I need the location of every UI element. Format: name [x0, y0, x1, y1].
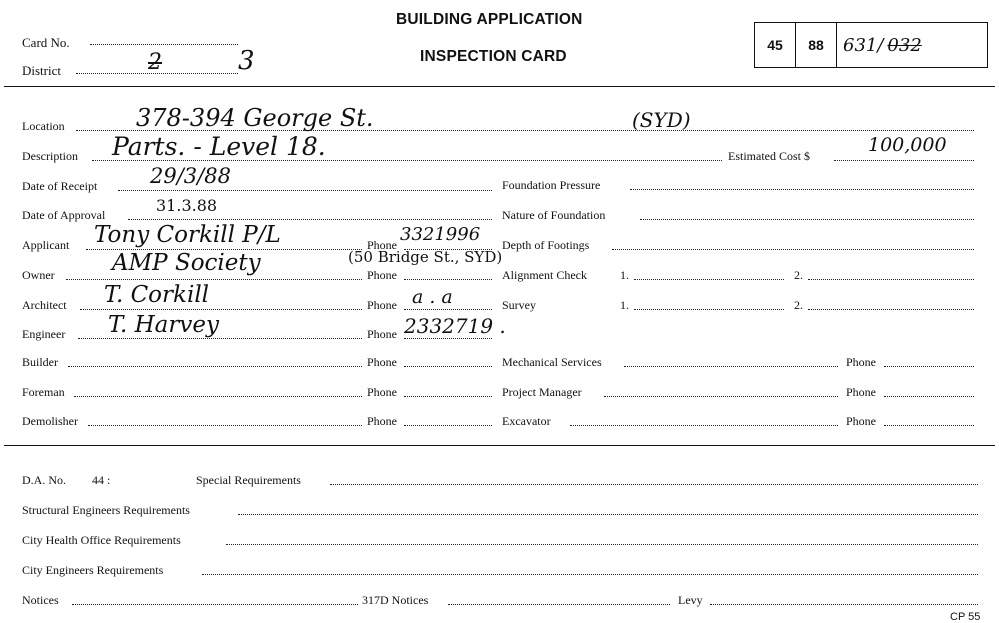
date-approval-value: 31.3.88 — [156, 196, 218, 215]
nature-foundation-line — [640, 219, 974, 220]
builder-label: Builder — [22, 355, 58, 369]
estimated-cost-label: Estimated Cost $ — [728, 149, 810, 163]
health-requirements-label: City Health Office Requirements — [22, 533, 181, 547]
special-requirements-label: Special Requirements — [196, 473, 301, 487]
foundation-pressure-label: Foundation Pressure — [502, 178, 601, 192]
date-receipt-label: Date of Receipt — [22, 179, 98, 193]
foundation-pressure-line — [630, 189, 974, 190]
project-manager-line — [604, 396, 838, 397]
depth-footings-line — [612, 249, 974, 250]
card-title: BUILDING APPLICATION — [396, 11, 583, 28]
survey-line-2 — [808, 309, 974, 310]
levy-line — [710, 604, 978, 605]
district-label: District — [22, 63, 61, 78]
applicant-value: Tony Corkill P/L — [94, 222, 281, 248]
location-note: (SYD) — [632, 108, 691, 132]
mechanical-line — [624, 366, 838, 367]
owner-phone-label: Phone — [367, 268, 397, 282]
project-manager-phone-line — [884, 396, 974, 397]
owner-note: (50 Bridge St., SYD) — [348, 248, 503, 266]
engineer-line — [78, 338, 362, 339]
owner-phone-line — [404, 279, 492, 280]
survey-label: Survey — [502, 298, 536, 312]
description-value: Parts. - Level 18. — [112, 132, 326, 161]
engineer-phone-value: 2332719 . — [404, 314, 506, 338]
district-value: 3 — [238, 46, 255, 76]
demolisher-phone-label: Phone — [367, 414, 397, 428]
excavator-label: Excavator — [502, 414, 551, 428]
foreman-label: Foreman — [22, 385, 65, 399]
health-requirements-line — [226, 544, 978, 545]
engineer-phone-label: Phone — [367, 327, 397, 341]
engineer-label: Engineer — [22, 327, 66, 341]
description-label: Description — [22, 149, 78, 163]
mechanical-label: Mechanical Services — [502, 355, 602, 369]
location-value: 378-394 George St. — [136, 104, 374, 132]
alignment-item-1: 1. — [620, 268, 629, 282]
card-subtitle: INSPECTION CARD — [420, 48, 567, 65]
alignment-item-2: 2. — [794, 268, 803, 282]
engineer-value: T. Harvey — [108, 312, 219, 338]
form-code: CP 55 — [950, 611, 981, 623]
owner-label: Owner — [22, 268, 55, 282]
location-label: Location — [22, 119, 65, 133]
applicant-label: Applicant — [22, 238, 70, 252]
builder-line — [68, 366, 362, 367]
survey-line-1 — [634, 309, 784, 310]
architect-value: T. Corkill — [104, 282, 210, 308]
notices-317d-label: 317D Notices — [362, 593, 429, 607]
demolisher-phone-line — [404, 425, 492, 426]
excavator-phone-line — [884, 425, 974, 426]
survey-item-1: 1. — [620, 298, 629, 312]
date-approval-label: Date of Approval — [22, 208, 106, 222]
applicant-phone-value: 3321996 — [400, 224, 481, 245]
excavator-phone-label: Phone — [846, 414, 876, 428]
builder-phone-label: Phone — [367, 355, 397, 369]
card-number-2: 88 — [796, 23, 837, 67]
city-engineers-requirements-line — [202, 574, 978, 575]
depth-footings-label: Depth of Footings — [502, 238, 590, 252]
mechanical-phone-line — [884, 366, 974, 367]
architect-label: Architect — [22, 298, 67, 312]
mechanical-phone-label: Phone — [846, 355, 876, 369]
project-manager-phone-label: Phone — [846, 385, 876, 399]
excavator-line — [570, 425, 838, 426]
header-rule — [4, 86, 995, 87]
notices-line — [72, 604, 358, 605]
architect-phone-label: Phone — [367, 298, 397, 312]
structural-requirements-line — [238, 514, 978, 515]
alignment-line-1 — [634, 279, 784, 280]
structural-requirements-label: Structural Engineers Requirements — [22, 503, 190, 517]
architect-phone-line — [404, 309, 492, 310]
foreman-phone-label: Phone — [367, 385, 397, 399]
notices-317d-line — [448, 604, 670, 605]
card-number-box — [754, 22, 988, 68]
applicant-phone-label: Phone — [367, 238, 397, 252]
card-no-label: Card No. — [22, 35, 70, 50]
builder-phone-line — [404, 366, 492, 367]
card-number-1: 45 — [755, 23, 796, 67]
estimated-cost-line — [834, 160, 974, 161]
date-receipt-line — [118, 190, 492, 191]
da-no-label: D.A. No. — [22, 473, 66, 487]
levy-label: Levy — [678, 593, 703, 607]
city-engineers-requirements-label: City Engineers Requirements — [22, 563, 164, 577]
card-no-line — [90, 44, 238, 45]
demolisher-label: Demolisher — [22, 414, 78, 428]
date-receipt-value: 29/3/88 — [150, 164, 231, 188]
foreman-line — [74, 396, 362, 397]
architect-line — [80, 309, 362, 310]
nature-foundation-label: Nature of Foundation — [502, 208, 606, 222]
card-number-3 — [837, 23, 991, 67]
project-manager-label: Project Manager — [502, 385, 582, 399]
alignment-check-label: Alignment Check — [502, 268, 587, 282]
da-no-value: 44 : — [92, 473, 111, 487]
owner-line — [66, 279, 362, 280]
card-number-3-value: 631/ — [843, 34, 884, 56]
card-number-struck: 032 — [887, 34, 922, 56]
section-rule — [4, 445, 995, 446]
notices-label: Notices — [22, 593, 59, 607]
estimated-cost-value: 100,000 — [868, 134, 947, 156]
engineer-phone-line — [404, 338, 492, 339]
owner-value: AMP Society — [112, 250, 261, 276]
survey-item-2: 2. — [794, 298, 803, 312]
district-struck-value: 2 — [148, 50, 162, 75]
architect-phone-value: a.a — [412, 286, 459, 308]
demolisher-line — [88, 425, 362, 426]
foreman-phone-line — [404, 396, 492, 397]
special-requirements-line — [330, 484, 978, 485]
date-approval-line — [128, 219, 492, 220]
alignment-line-2 — [808, 279, 974, 280]
